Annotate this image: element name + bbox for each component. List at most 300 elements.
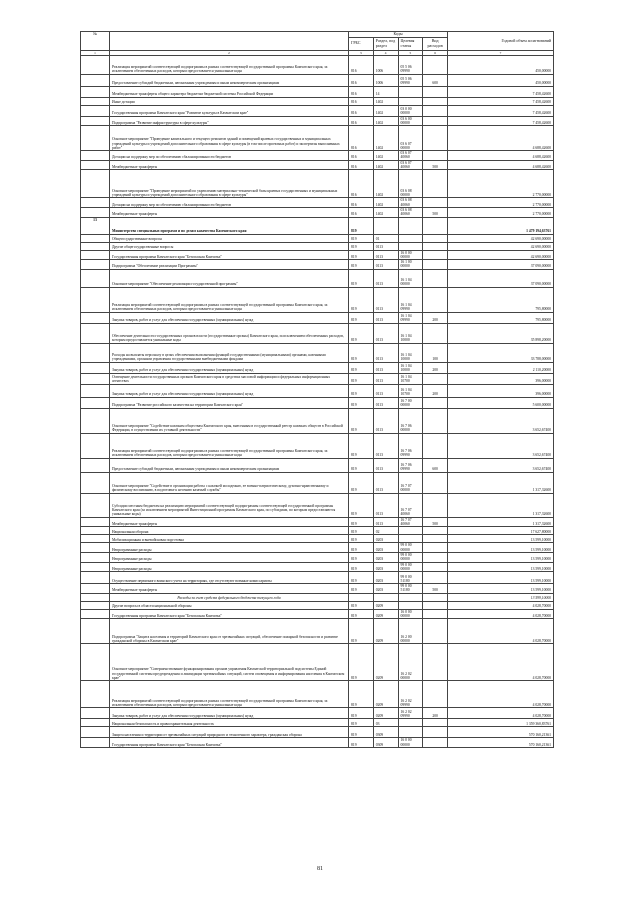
- table-row: [81, 493, 554, 517]
- row-target-article: 16 1 00 00000: [398, 260, 423, 270]
- row-razdel: 0113: [373, 397, 398, 408]
- row-grbs: 819: [349, 543, 374, 553]
- row-amount: 7 458,42600: [448, 86, 554, 97]
- row-razdel: 1402: [373, 116, 398, 126]
- row-number: [81, 397, 110, 408]
- row-target-article: [398, 601, 423, 609]
- row-grbs: 819: [349, 234, 374, 242]
- row-grbs: 819: [349, 397, 374, 408]
- header-description: [110, 32, 349, 51]
- row-expense-type: [423, 527, 448, 535]
- row-description: Защита населения и территории от чрезвычайных ситуаций природного и техногенного характера, гражданская оборона: [110, 727, 349, 738]
- row-number: [81, 619, 110, 644]
- row-description: Осуществление первичного воинского учета на территориях, где отсутствуют военные комиссариаты: [110, 572, 349, 584]
- row-razdel: 14: [373, 86, 398, 97]
- row-razdel: 1402: [373, 160, 398, 170]
- row-razdel: 0209: [373, 681, 398, 708]
- row-description: Реализация мероприятий соответствующей подпрограммы в рамках соответствующей государственной программы Камчатского края, за исключением обеспеченных расходов, которым предоставляется уникальные коды: [110, 433, 349, 458]
- row-number: [81, 727, 110, 738]
- column-number: 1: [81, 50, 110, 55]
- table-row: [81, 458, 554, 472]
- row-description: Реализация мероприятий соответствующей подпрограммы в рамках соответствующей государственной программы Камчатского края, за исключением обеспеченных расходов, которым предоставляется уникальные коды: [110, 287, 349, 312]
- row-target-article: [398, 97, 423, 105]
- row-grbs: 816: [349, 151, 374, 161]
- row-amount: 570 160,21361: [448, 738, 554, 748]
- header-num: №: [81, 32, 110, 51]
- row-razdel: 03: [373, 719, 398, 727]
- row-target-article: 16 7 06 09990: [398, 433, 423, 458]
- row-amount: 2 770,00000: [448, 170, 554, 198]
- row-grbs: 819: [349, 552, 374, 562]
- row-grbs: 816: [349, 55, 374, 74]
- row-target-article: 99 0 00 51180: [398, 572, 423, 584]
- row-razdel: 0113: [373, 287, 398, 312]
- row-expense-type: [423, 55, 448, 74]
- row-number: [81, 584, 110, 594]
- row-grbs: 819: [349, 517, 374, 527]
- table-row: [81, 397, 554, 408]
- row-grbs: 816: [349, 74, 374, 86]
- row-amount: 42 690,00000: [448, 234, 554, 242]
- table-row: [81, 269, 554, 287]
- row-number: [81, 312, 110, 323]
- table-row: [81, 584, 554, 594]
- row-razdel: 0113: [373, 312, 398, 323]
- row-target-article: 99 0 00 51180: [398, 584, 423, 594]
- row-number: [81, 207, 110, 217]
- row-razdel: 0209: [373, 619, 398, 644]
- row-expense-type: [423, 552, 448, 562]
- row-amount: 2 110,20000: [448, 362, 554, 373]
- row-amount: 42 690,00000: [448, 242, 554, 250]
- row-target-article: 16 2 02 09990: [398, 708, 423, 719]
- row-razdel: 0203: [373, 543, 398, 553]
- row-amount: 396,00000: [448, 373, 554, 384]
- row-expense-type: [423, 619, 448, 644]
- row-target-article: 05 5 06 09990: [398, 55, 423, 74]
- row-number: 13: [81, 217, 110, 234]
- row-amount: 4 028,70000: [448, 601, 554, 609]
- row-grbs: 819: [349, 493, 374, 517]
- row-amount: 1 359 360,83761: [448, 719, 554, 727]
- row-number: [81, 384, 110, 397]
- row-target-article: 03 6 07 40060: [398, 151, 423, 161]
- row-grbs: 819: [349, 269, 374, 287]
- row-razdel: 0209: [373, 708, 398, 719]
- row-grbs: 819: [349, 260, 374, 270]
- row-razdel: 0113: [373, 260, 398, 270]
- row-target-article: [398, 727, 423, 738]
- header-grbs: ГРБС: [349, 37, 374, 50]
- row-target-article: 99 0 00 00000: [398, 562, 423, 572]
- table-row: [81, 552, 554, 562]
- row-number: [81, 433, 110, 458]
- row-number: [81, 517, 110, 527]
- row-description: Основное мероприятие "Проведение капитального и текущего ремонтов зданий и помещений краевых государственных и муниципальных учреждений культуры и учреждений дополнительного образования в сфере культуры (в том числе проектных работ) и экспертизы выполненных работ": [110, 126, 349, 151]
- row-number: [81, 105, 110, 116]
- row-razdel: 0113: [373, 384, 398, 397]
- row-number: [81, 719, 110, 727]
- row-target-article: 03 6 07 40060: [398, 160, 423, 170]
- row-description: Реализация мероприятий соответствующей подпрограммы в рамках соответствующей государственной программы Камчатского края, за исключением обеспеченных расходов, которым предоставляется уникальные коды: [110, 55, 349, 74]
- row-number: [81, 250, 110, 260]
- row-razdel: 01: [373, 234, 398, 242]
- row-expense-type: 200: [423, 362, 448, 373]
- row-grbs: 819: [349, 601, 374, 609]
- row-amount: 13 599,10000: [448, 584, 554, 594]
- row-razdel: 0113: [373, 458, 398, 472]
- row-description: Межбюджетные трансферты: [110, 207, 349, 217]
- row-amount: 13 599,10000: [448, 543, 554, 553]
- table-row: [81, 116, 554, 126]
- row-amount: 570 160,21361: [448, 727, 554, 738]
- row-expense-type: [423, 373, 448, 384]
- row-expense-type: 200: [423, 384, 448, 397]
- row-description: Основное мероприятие "Проведение мероприятий по укреплению материально-технической базы краевых государственных и муниципальных учреждений культуры и учреждений дополнительного образования в сфере культуры": [110, 170, 349, 198]
- row-target-article: [398, 535, 423, 543]
- row-description: Закупка товаров, работ и услуг для обеспечения государственных (муниципальных) нужд: [110, 708, 349, 719]
- row-description: Национальная безопасность и правоохранительная деятельность: [110, 719, 349, 727]
- row-number: [81, 323, 110, 343]
- row-target-article: 16 7 06 09990: [398, 458, 423, 472]
- row-razdel: [373, 217, 398, 234]
- table-row: [81, 601, 554, 609]
- row-amount: 13 599,10000: [448, 593, 554, 601]
- row-razdel: 0113: [373, 343, 398, 362]
- table-row: [81, 543, 554, 553]
- row-number: [81, 97, 110, 105]
- row-grbs: 819: [349, 727, 374, 738]
- row-razdel: 0113: [373, 250, 398, 260]
- row-target-article: [398, 242, 423, 250]
- row-description: Межбюджетные трансферты общего характера бюджетам бюджетной системы Российской Федерации: [110, 86, 349, 97]
- row-target-article: 16 1 04 00000: [398, 269, 423, 287]
- row-razdel: 1402: [373, 105, 398, 116]
- row-number: [81, 198, 110, 208]
- table-row: [81, 433, 554, 458]
- row-razdel: 0113: [373, 472, 398, 493]
- table-row: [81, 97, 554, 105]
- row-description: Обеспечение деятельности государственных органов власти (государственные органы) Камчатского края, за исключением обеспеченных расходов, которым предоставляется уникальные коды: [110, 323, 349, 343]
- row-target-article: 16 1 04 09990: [398, 312, 423, 323]
- row-description: Мобилизационная и вневойсковая подготовка: [110, 535, 349, 543]
- row-description: Подпрограмма "Обеспечение реализации Программы": [110, 260, 349, 270]
- header-codes: Коды: [349, 32, 448, 38]
- table-row: [81, 55, 554, 74]
- row-expense-type: [423, 543, 448, 553]
- row-expense-type: [423, 727, 448, 738]
- row-description: Подпрограмма "Развитие инфраструктуры в сфере культуры": [110, 116, 349, 126]
- row-number: [81, 116, 110, 126]
- row-number: [81, 234, 110, 242]
- row-target-article: [398, 527, 423, 535]
- table-row: [81, 708, 554, 719]
- row-description: Другие общегосударственные вопросы: [110, 242, 349, 250]
- row-description: Предоставление субсидий бюджетным, автономным учреждениям и иным некоммерческим организациям: [110, 458, 349, 472]
- row-number: [81, 562, 110, 572]
- row-number: [81, 55, 110, 74]
- table-row: [81, 343, 554, 362]
- row-target-article: 03 6 08 40060: [398, 198, 423, 208]
- row-description: Расходы на выплаты персоналу в целях обеспечения выполнения функций государственными (муниципальными) органами, казенными учреждениями, органами управления государственными внебюджетными фондами: [110, 343, 349, 362]
- row-grbs: 819: [349, 323, 374, 343]
- row-expense-type: [423, 433, 448, 458]
- row-grbs: 819: [349, 708, 374, 719]
- column-number: 5: [398, 50, 423, 55]
- row-grbs: 819: [349, 312, 374, 323]
- row-description: Национальная оборона: [110, 527, 349, 535]
- row-expense-type: [423, 493, 448, 517]
- row-description: Основное мероприятие "Содействие в организации работы с казачьей молодежью, ее военно-патриотическому, духовно-нравственному и физическому воспитанию, в подготовке к несению казачьей службы": [110, 472, 349, 493]
- row-grbs: 819: [349, 287, 374, 312]
- row-description: Государственная программа Камчатского края "Безопасная Камчатка": [110, 609, 349, 619]
- row-razdel: 1402: [373, 207, 398, 217]
- row-expense-type: 200: [423, 708, 448, 719]
- budget-table-body: [81, 55, 554, 747]
- table-row: [81, 242, 554, 250]
- row-amount: 5 600,00000: [448, 397, 554, 408]
- row-razdel: 02: [373, 527, 398, 535]
- row-expense-type: [423, 397, 448, 408]
- row-grbs: 819: [349, 681, 374, 708]
- row-description: Закупка товаров, работ и услуг для обеспечения государственных (муниципальных) нужд: [110, 362, 349, 373]
- row-amount: 1 317,32600: [448, 517, 554, 527]
- table-row: [81, 408, 554, 433]
- row-number: [81, 269, 110, 287]
- row-amount: 33 788,00000: [448, 343, 554, 362]
- row-target-article: 16 7 06 00000: [398, 408, 423, 433]
- row-razdel: 1402: [373, 151, 398, 161]
- row-razdel: 0203: [373, 562, 398, 572]
- row-description: Государственная программа Камчатского края "Развитие культуры в Камчатском крае": [110, 105, 349, 116]
- table-row: [81, 260, 554, 270]
- row-amount: 3 652,67400: [448, 458, 554, 472]
- row-description: Закупка товаров, работ и услуг для обеспечения государственных (муниципальных) нужд: [110, 312, 349, 323]
- table-row: [81, 572, 554, 584]
- row-grbs: 819: [349, 384, 374, 397]
- row-expense-type: [423, 644, 448, 681]
- table-row: [81, 74, 554, 86]
- table-row: [81, 562, 554, 572]
- row-amount: 4 688,42600: [448, 126, 554, 151]
- row-razdel: 1402: [373, 198, 398, 208]
- row-amount: 4 028,70000: [448, 644, 554, 681]
- row-expense-type: [423, 269, 448, 287]
- row-amount: 4 028,70000: [448, 609, 554, 619]
- row-amount: 35 898,20000: [448, 323, 554, 343]
- row-grbs: 819: [349, 609, 374, 619]
- row-number: [81, 287, 110, 312]
- row-number: [81, 552, 110, 562]
- table-row: [81, 517, 554, 527]
- row-grbs: 819: [349, 472, 374, 493]
- table-row: [81, 126, 554, 151]
- row-grbs: 816: [349, 198, 374, 208]
- row-number: [81, 74, 110, 86]
- row-expense-type: [423, 287, 448, 312]
- row-number: [81, 260, 110, 270]
- row-grbs: 816: [349, 160, 374, 170]
- row-target-article: 03 6 00 00000: [398, 116, 423, 126]
- row-description: Непрограммные расходы: [110, 552, 349, 562]
- row-description: Министерство специальных программ и по делам казачества Камчатского края: [110, 217, 349, 234]
- table-row: [81, 217, 554, 234]
- row-description: Непрограммные расходы: [110, 543, 349, 553]
- row-number: [81, 458, 110, 472]
- row-description: Иные дотации: [110, 97, 349, 105]
- row-number: [81, 493, 110, 517]
- row-razdel: 0113: [373, 408, 398, 433]
- table-row: [81, 312, 554, 323]
- row-amount: 13 599,10000: [448, 562, 554, 572]
- row-target-article: 16 2 02 09990: [398, 681, 423, 708]
- row-grbs: 819: [349, 408, 374, 433]
- row-razdel: 0113: [373, 269, 398, 287]
- row-expense-type: [423, 681, 448, 708]
- row-razdel: 1006: [373, 55, 398, 74]
- row-target-article: [398, 234, 423, 242]
- row-number: [81, 343, 110, 362]
- row-grbs: 816: [349, 105, 374, 116]
- row-amount: 3 652,67400: [448, 433, 554, 458]
- row-razdel: 0203: [373, 552, 398, 562]
- row-target-article: 16 0 00 00000: [398, 738, 423, 748]
- row-razdel: 0203: [373, 572, 398, 584]
- row-amount: 2 770,00000: [448, 198, 554, 208]
- row-razdel: 0113: [373, 362, 398, 373]
- row-razdel: 1402: [373, 126, 398, 151]
- row-amount: 13 599,10000: [448, 535, 554, 543]
- table-row: [81, 472, 554, 493]
- row-number: [81, 708, 110, 719]
- row-expense-type: 600: [423, 74, 448, 86]
- row-description: Дотации на поддержку мер по обеспечению сбалансированности бюджетов: [110, 198, 349, 208]
- row-amount: 1 317,32600: [448, 472, 554, 493]
- row-expense-type: [423, 242, 448, 250]
- table-row: [81, 527, 554, 535]
- column-number: 6: [423, 50, 448, 55]
- row-amount: 1 479 194,63761: [448, 217, 554, 234]
- row-grbs: 819: [349, 738, 374, 748]
- row-grbs: 819: [349, 433, 374, 458]
- row-grbs: 819: [349, 373, 374, 384]
- row-razdel: 0209: [373, 609, 398, 619]
- row-grbs: 816: [349, 86, 374, 97]
- row-description: Реализация мероприятий соответствующей подпрограммы в рамках соответствующей государственной программы Камчатского края, за исключением обеспеченных расходов, которым предоставляется уникальные коды: [110, 681, 349, 708]
- row-expense-type: [423, 116, 448, 126]
- table-row: [81, 362, 554, 373]
- table-row: [81, 198, 554, 208]
- page-number: 81: [317, 866, 323, 872]
- row-expense-type: 600: [423, 458, 448, 472]
- row-razdel: 0203: [373, 584, 398, 594]
- row-expense-type: [423, 535, 448, 543]
- row-grbs: 819: [349, 242, 374, 250]
- row-razdel: 0113: [373, 493, 398, 517]
- row-grbs: 819: [349, 644, 374, 681]
- row-grbs: 819: [349, 458, 374, 472]
- row-expense-type: [423, 250, 448, 260]
- row-description: Дотации на поддержку мер по обеспечению сбалансированности бюджетов: [110, 151, 349, 161]
- row-expense-type: [423, 97, 448, 105]
- row-grbs: 816: [349, 126, 374, 151]
- row-amount: 2 770,00000: [448, 207, 554, 217]
- row-expense-type: [423, 562, 448, 572]
- table-row: [81, 151, 554, 161]
- row-grbs: 816: [349, 170, 374, 198]
- table-row: [81, 535, 554, 543]
- row-description: Подпрограмма "Защита населения и территорий Камчатского края от чрезвычайных ситуаций, обеспечение пожарной безопасности и развитие гражданской обороны в Камчатском крае": [110, 619, 349, 644]
- row-razdel: 0309: [373, 738, 398, 748]
- row-expense-type: [423, 234, 448, 242]
- row-razdel: 0209: [373, 644, 398, 681]
- table-row: [81, 105, 554, 116]
- row-amount: 795,80000: [448, 312, 554, 323]
- row-razdel: 1006: [373, 74, 398, 86]
- row-grbs: [349, 593, 374, 601]
- column-number: 3: [349, 50, 374, 55]
- row-number: [81, 535, 110, 543]
- row-expense-type: [423, 217, 448, 234]
- table-row: [81, 681, 554, 708]
- table-row: [81, 207, 554, 217]
- row-number: [81, 86, 110, 97]
- row-razdel: 0113: [373, 242, 398, 250]
- row-target-article: 16 7 00 00000: [398, 397, 423, 408]
- row-expense-type: 100: [423, 343, 448, 362]
- row-amount: 4 688,42600: [448, 160, 554, 170]
- row-razdel: 0113: [373, 323, 398, 343]
- row-number: [81, 527, 110, 535]
- row-amount: 4 028,70000: [448, 619, 554, 644]
- row-expense-type: 500: [423, 584, 448, 594]
- table-row: [81, 609, 554, 619]
- row-amount: 37 090,00000: [448, 260, 554, 270]
- row-amount: 3 652,67400: [448, 408, 554, 433]
- row-number: [81, 242, 110, 250]
- row-razdel: 1402: [373, 97, 398, 105]
- row-expense-type: 500: [423, 207, 448, 217]
- row-number: [81, 408, 110, 433]
- row-grbs: 819: [349, 719, 374, 727]
- row-expense-type: [423, 170, 448, 198]
- table-row: [81, 323, 554, 343]
- row-description: Межбюджетные трансферты: [110, 517, 349, 527]
- row-target-article: [398, 86, 423, 97]
- column-number: 7: [448, 50, 554, 55]
- row-grbs: 819: [349, 343, 374, 362]
- row-expense-type: [423, 323, 448, 343]
- header-csr: Целевая статья: [398, 37, 423, 50]
- column-number: 2: [110, 50, 349, 55]
- row-description: Государственная программа Камчатского края "Безопасная Камчатка": [110, 250, 349, 260]
- row-razdel: 0209: [373, 601, 398, 609]
- header-vr: Вид расходов: [423, 37, 448, 50]
- row-grbs: 816: [349, 207, 374, 217]
- row-amount: 450,00000: [448, 55, 554, 74]
- row-amount: 7 458,42600: [448, 116, 554, 126]
- row-razdel: [373, 593, 398, 601]
- row-description: Непрограммные расходы: [110, 562, 349, 572]
- row-expense-type: [423, 572, 448, 584]
- row-target-article: 03 6 08 40060: [398, 207, 423, 217]
- row-amount: 37 090,00000: [448, 269, 554, 287]
- table-row: [81, 738, 554, 748]
- row-amount: 7 458,42600: [448, 105, 554, 116]
- table-row: [81, 250, 554, 260]
- row-number: [81, 472, 110, 493]
- row-grbs: 816: [349, 116, 374, 126]
